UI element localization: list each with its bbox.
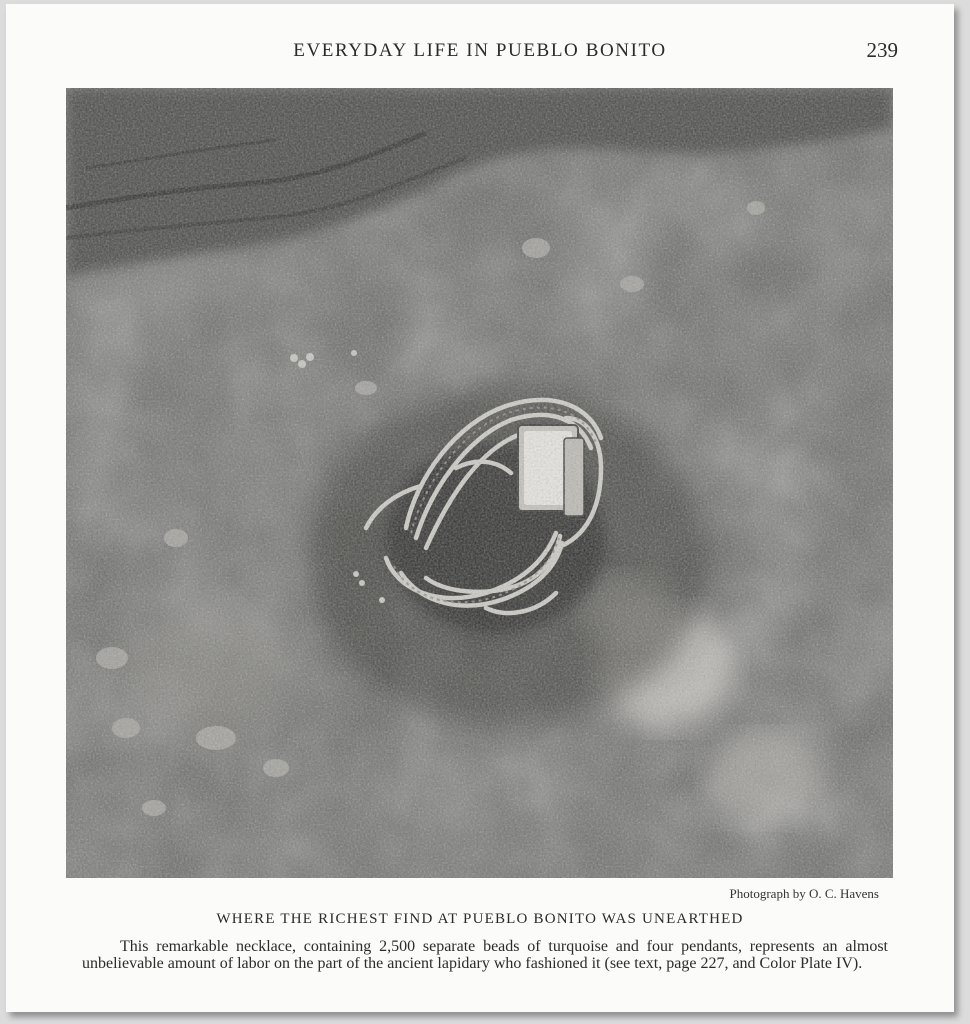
caption-body: This remarkable necklace, containing 2,500 separate beads of turquoise and four pendants, represents an almost unbelievable amount of labor on the part of the ancient lapidary who fashioned it (see text, page 227, and Color Plate IV). bbox=[82, 938, 888, 972]
running-head: EVERYDAY LIFE IN PUEBLO BONITO bbox=[293, 40, 667, 61]
document-page bbox=[6, 4, 954, 1012]
caption-title: WHERE THE RICHEST FIND AT PUEBLO BONITO WAS UNEARTHED bbox=[216, 911, 744, 927]
excavation-photograph bbox=[66, 88, 893, 878]
page-number: 239 bbox=[866, 38, 898, 62]
photo-credit: Photograph by O. C. Havens bbox=[729, 886, 879, 901]
